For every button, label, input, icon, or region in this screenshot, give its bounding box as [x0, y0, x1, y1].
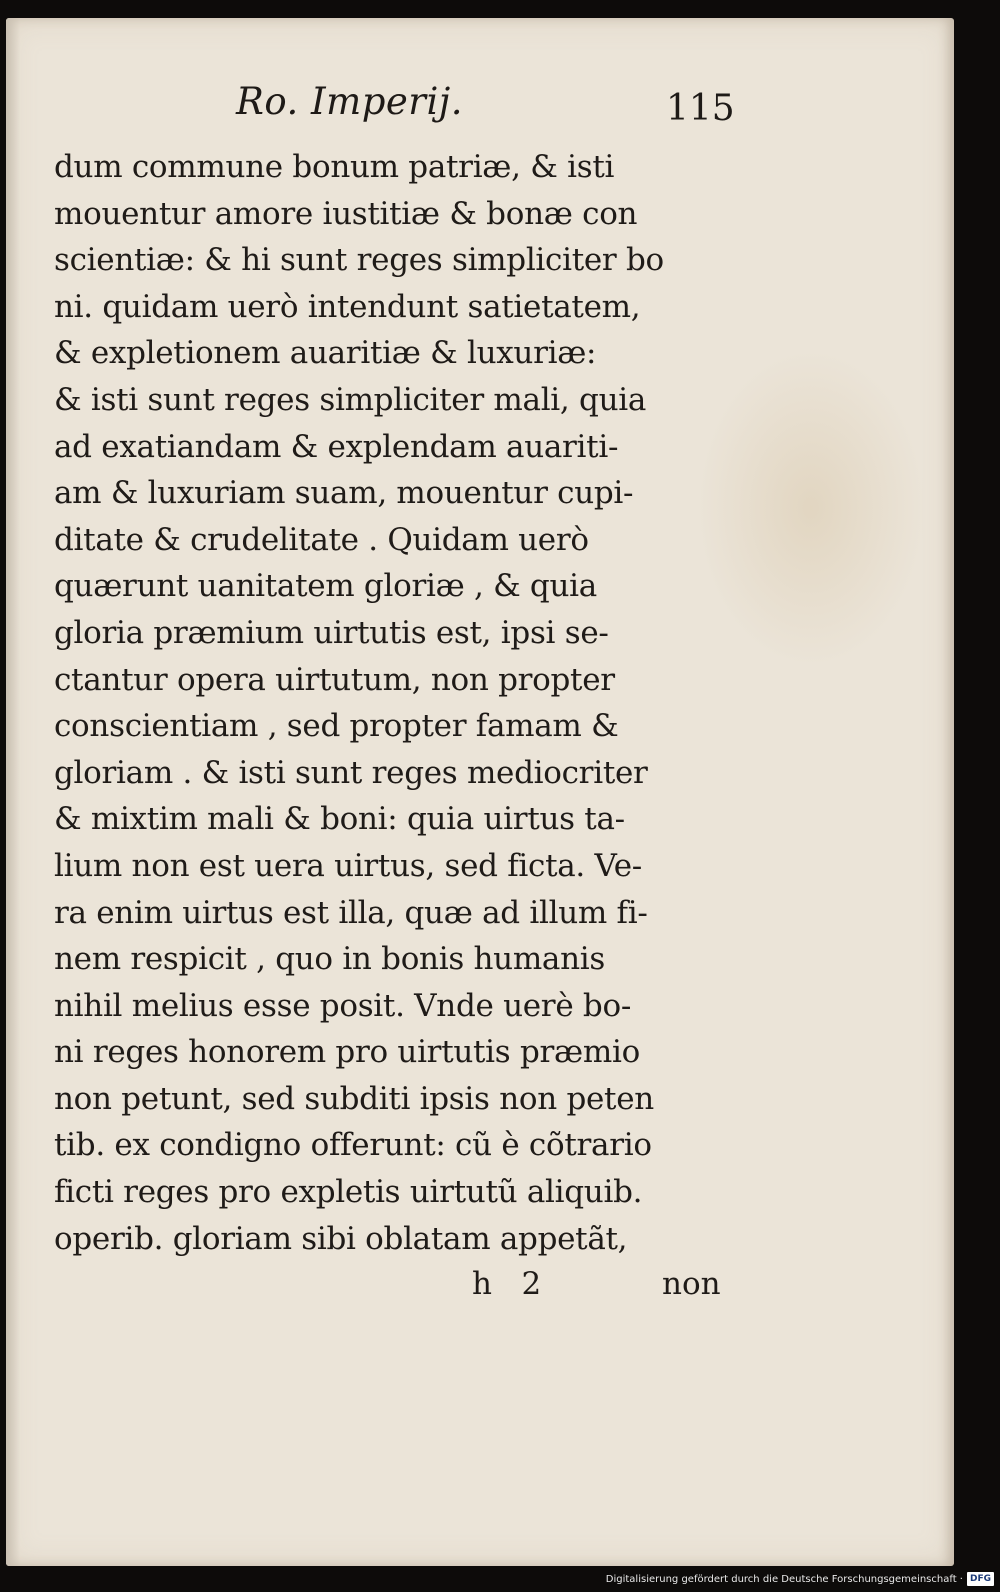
signature-line — [6, 1266, 954, 1316]
text-line: ni reges honorem pro uirtutis præmio — [54, 1034, 640, 1071]
text-line: lium non est uera uirtus, sed ficta. Ve- — [54, 847, 642, 884]
text-line: non petunt, sed subditi ipsis non peten — [54, 1080, 654, 1117]
body-text — [54, 144, 744, 1262]
text-line: conscientiam , sed propter famam & — [54, 708, 619, 745]
footer-text: Digitalisierung gefördert durch die Deutsche Forschungsgemeinschaft · — [605, 1573, 963, 1585]
footer-credit — [606, 1570, 994, 1588]
text-line: ad exatiandam & explendam auariti- — [54, 428, 619, 465]
running-head: Ro. Imperij. — [236, 80, 464, 123]
text-line: & expletionem auaritiæ & luxuriæ: — [54, 335, 597, 372]
text-line: nihil melius esse posit. Vnde uerè bo- — [54, 987, 631, 1024]
text-line: & isti sunt reges simpliciter mali, quia — [54, 381, 647, 418]
text-line: scientiæ: & hi sunt reges simpliciter bo — [54, 242, 664, 279]
book-page — [6, 18, 954, 1566]
text-line: & mixtim mali & boni: quia uirtus ta- — [54, 801, 625, 838]
page-gutter-shadow — [6, 18, 20, 1566]
text-line: ctantur opera uirtutum, non propter — [54, 661, 615, 698]
dfg-logo: DFG — [967, 1572, 994, 1586]
text-line: dum commune bonum patriæ, & isti — [54, 149, 615, 185]
text-line: am & luxuriam suam, mouentur cupi- — [54, 475, 634, 512]
text-line: ni. quidam uerò intendunt satietatem, — [54, 288, 641, 325]
text-line: gloria præmium uirtutis est, ipsi se- — [54, 614, 609, 651]
text-line: mouentur amore iustitiæ & bonæ con — [54, 195, 638, 232]
catchword: non — [662, 1266, 721, 1302]
text-line: ra enim uirtus est illa, quæ ad illum fi- — [54, 894, 648, 931]
text-line: ficti reges pro expletis uirtutũ aliquib. — [54, 1174, 643, 1211]
text-line: ditate & crudelitate . Quidam uerò — [54, 521, 589, 558]
page-number: 115 — [666, 88, 735, 129]
text-line: gloriam . & isti sunt reges mediocriter — [54, 754, 648, 791]
text-line: quærunt uanitatem gloriæ , & quia — [54, 568, 597, 605]
text-line: nem respicit , quo in bonis humanis — [54, 941, 605, 978]
text-line: operib. gloriam sibi oblatam appetãt, — [54, 1220, 628, 1257]
signature-mark: h 2 — [472, 1266, 542, 1302]
text-line: tib. ex condigno offerunt: cũ è cõtrario — [54, 1127, 652, 1164]
